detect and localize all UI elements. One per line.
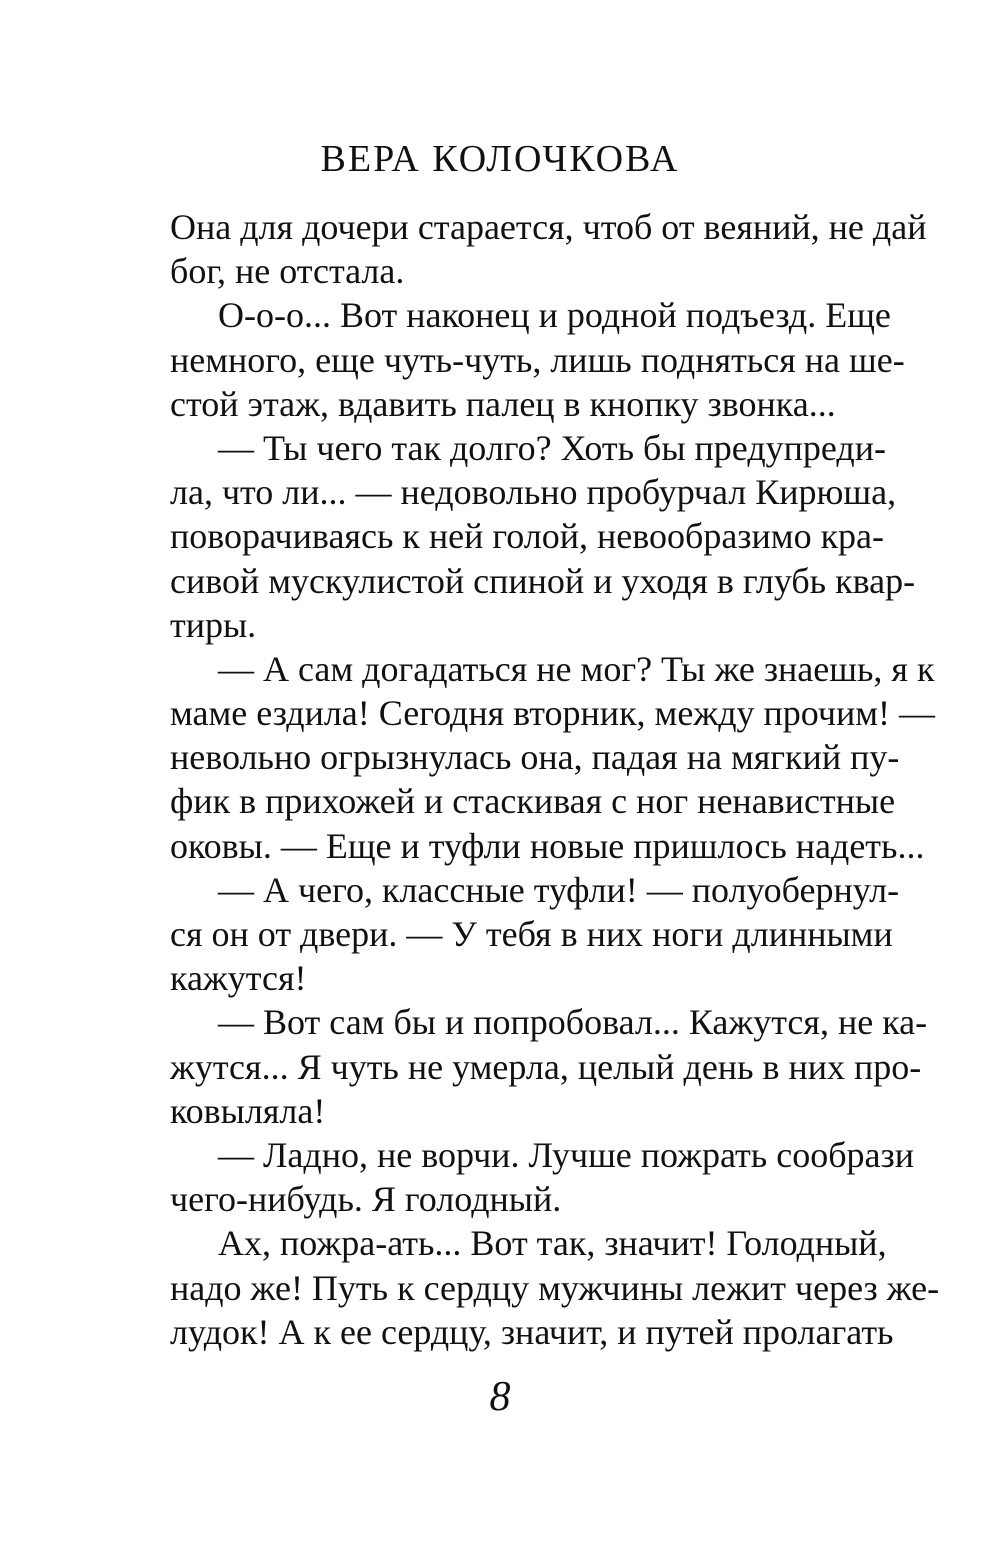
text-line: сивой мускулистой спиной и уходя в глубь квар- — [170, 560, 916, 601]
text-line: ся он от двери. — У тебя в них ноги длинными — [170, 914, 893, 954]
text-line: — Ладно, не ворчи. Лучше пожрать сообрази — [218, 1134, 914, 1175]
text-line: Ах, пожра-ать... Вот так, значит! Голодный, — [218, 1223, 887, 1264]
text-line: стой этаж, вдавить палец в кнопку звонка... — [170, 383, 836, 424]
text-line: надо же! Путь к сердцу мужчины лежит через же- — [170, 1267, 940, 1308]
text-line: бог, не отстала. — [170, 251, 405, 292]
text-line: поворачиваясь к ней голой, невообразимо кра- — [170, 516, 885, 557]
text-line: маме ездила! Сегодня вторник, между прочим! — — [170, 693, 935, 734]
text-line: чего-нибудь. Я голодный. — [170, 1179, 562, 1220]
body-text — [170, 205, 940, 1354]
text-line: немного, еще чуть-чуть, лишь подняться на ше- — [170, 339, 905, 380]
text-line: оковы. — Еще и туфли новые пришлось надеть... — [170, 825, 925, 866]
text-line: тиры. — [170, 604, 257, 645]
text-line: кажутся! — [170, 958, 307, 999]
text-line: О-о-о... Вот наконец и родной подъезд. Еще — [218, 295, 891, 336]
text-line: — Ты чего так долго? Хоть бы предупреди- — [218, 427, 886, 468]
running-head: ВЕРА КОЛОЧКОВА — [320, 138, 680, 180]
text-line: фик в прихожей и стаскивая с ног ненавистные — [170, 781, 896, 822]
page-number: 8 — [489, 1374, 511, 1420]
text-line: ла, что ли... — недовольно пробурчал Кирюша, — [170, 472, 897, 513]
text-line: Она для дочери старается, чтоб от веяний, не дай — [170, 207, 927, 247]
text-line: ковыляла! — [170, 1090, 326, 1131]
text-line: невольно огрызнулась она, падая на мягкий пу- — [170, 737, 900, 778]
text-line: лудок! А к ее сердцу, значит, и путей пролагать — [170, 1311, 894, 1352]
text-line: жутся... Я чуть не умерла, целый день в них про- — [170, 1046, 922, 1087]
text-line: — А чего, классные туфли! — полуобернул- — [218, 869, 900, 910]
text-line: — Вот сам бы и попробовал... Кажутся, не ка- — [218, 1002, 928, 1043]
text-line: — А сам догадаться не мог? Ты же знаешь, я к — [218, 648, 935, 689]
